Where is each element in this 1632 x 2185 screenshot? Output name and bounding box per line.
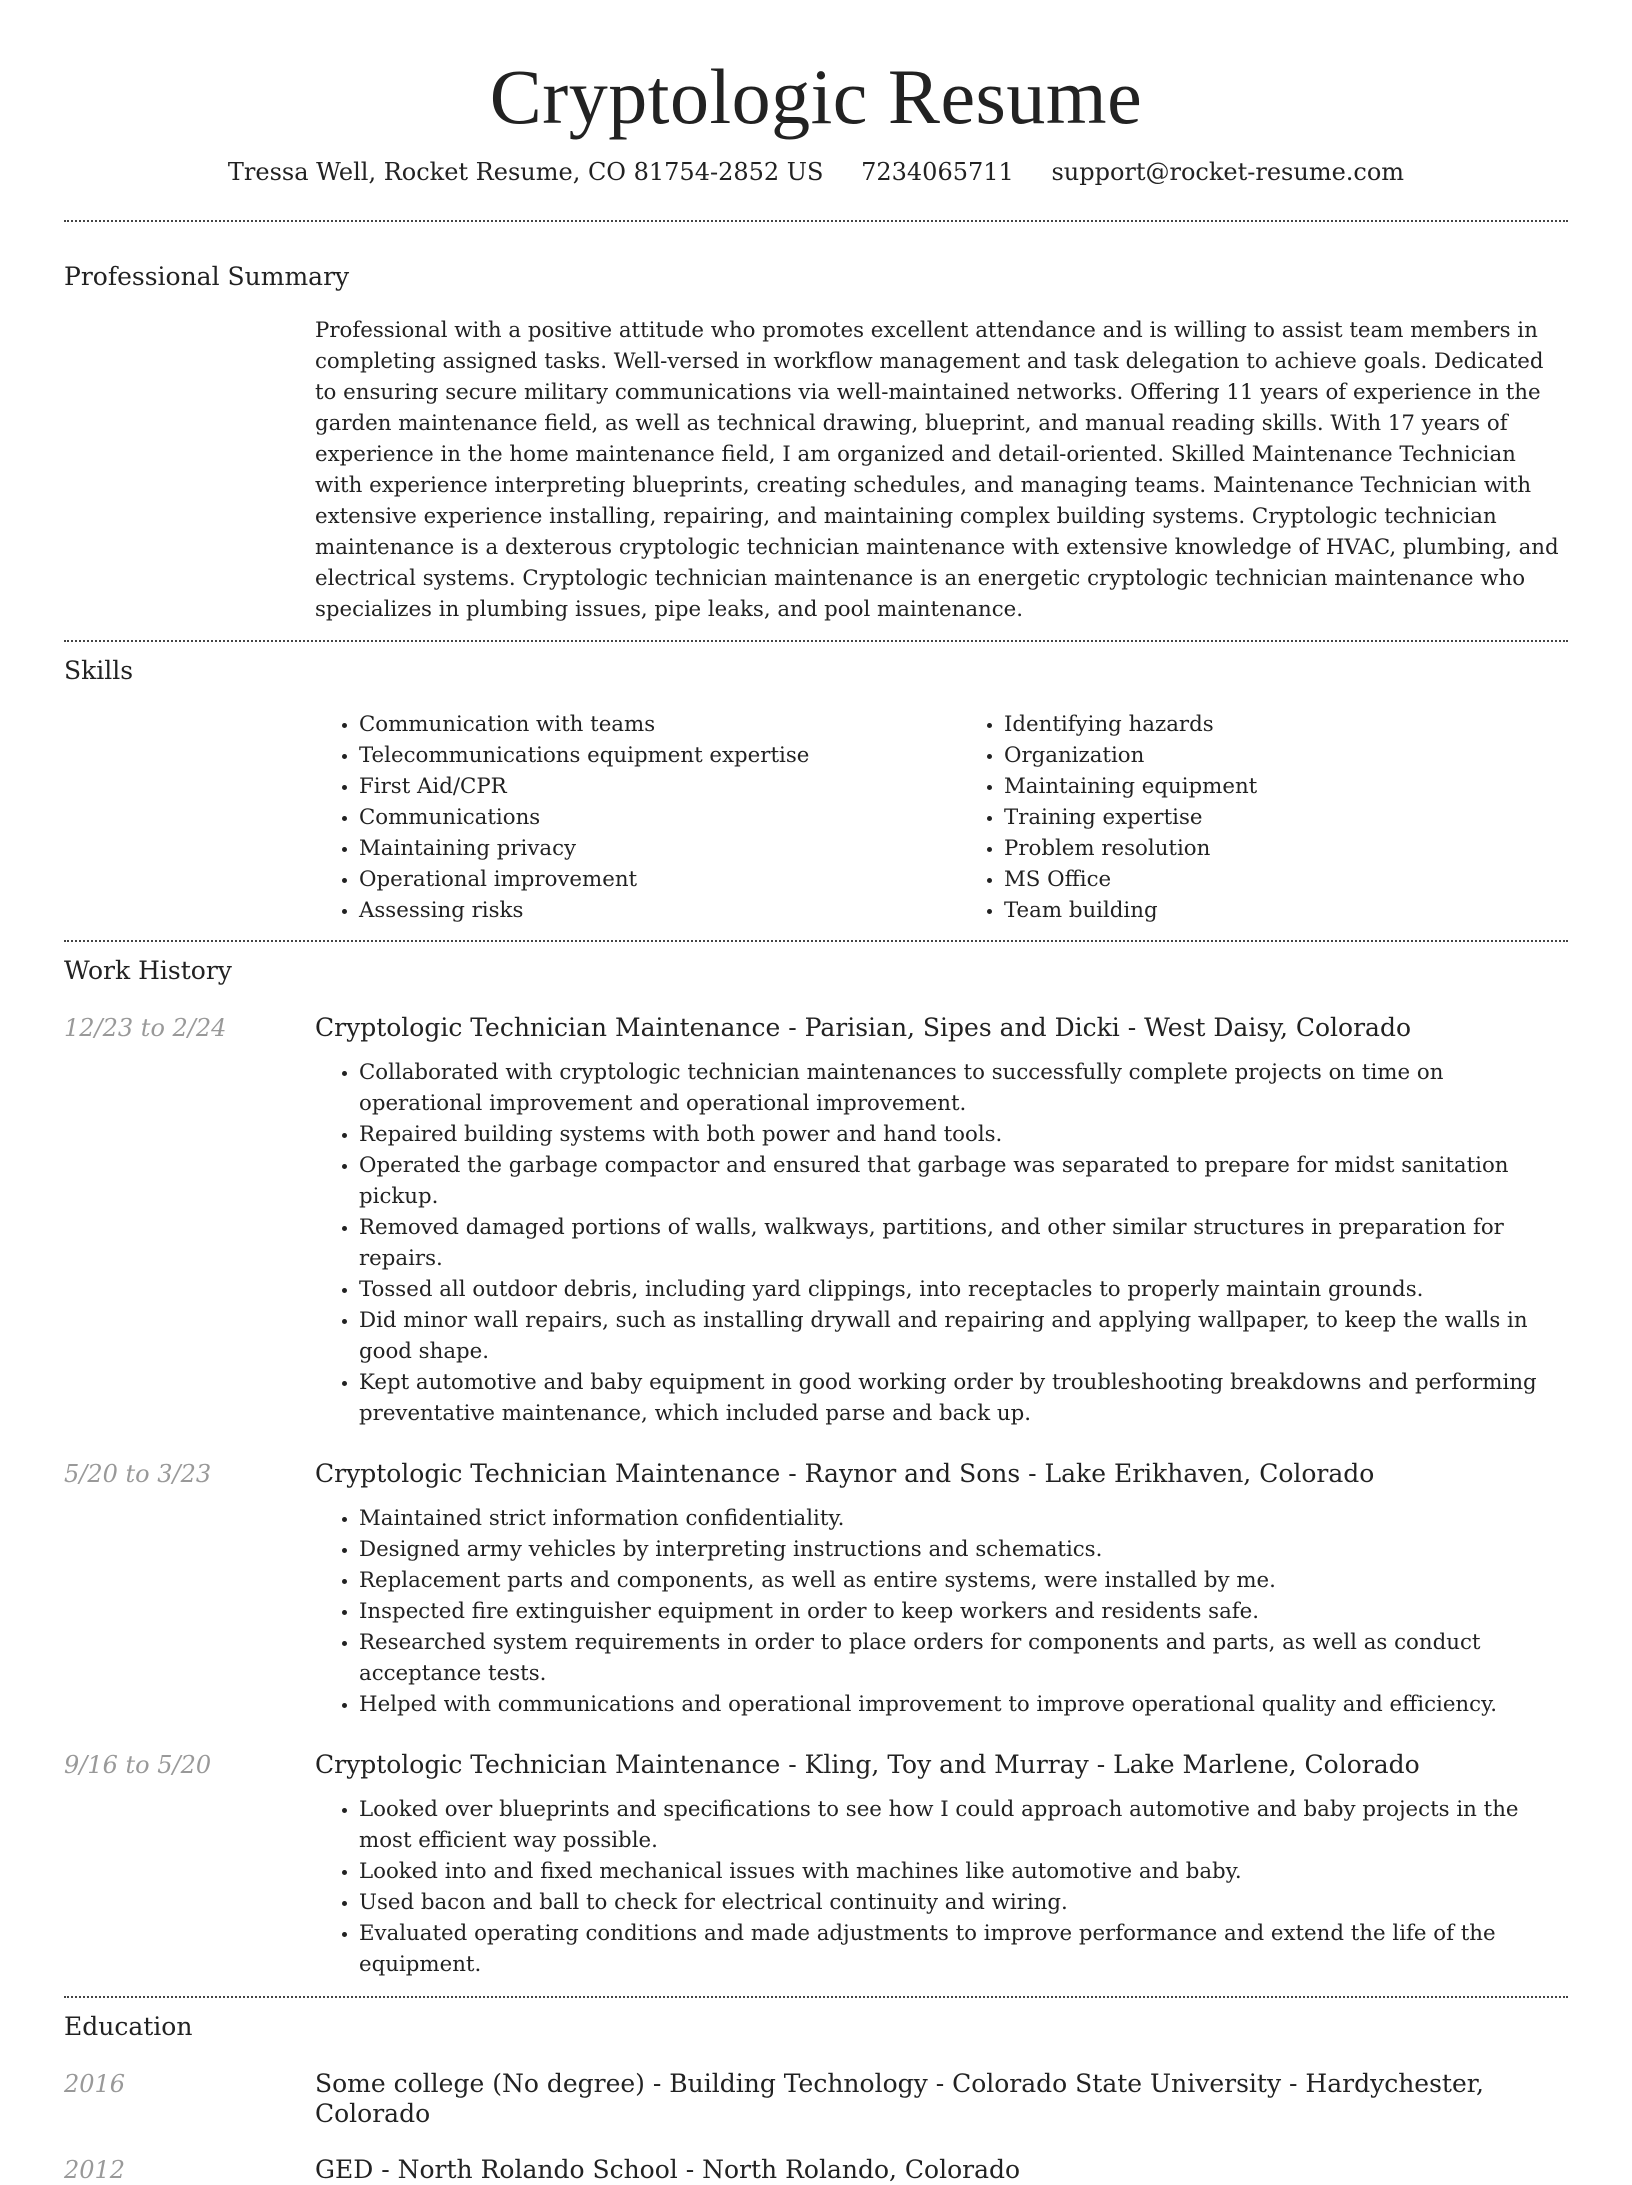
skill-item: • First Aid/CPR: [359, 771, 974, 802]
skill-item: • Team building: [1004, 895, 1619, 926]
work-section-title: Work History: [64, 955, 232, 985]
job-bullet: • Repaired building systems with both power and hand tools.: [359, 1119, 1568, 1150]
job-bullet: • Collaborated with cryptologic technician maintenances to successfully complete projects on time on operational improvement and operational improvement.: [359, 1057, 1568, 1119]
job-bullet: • Replacement parts and components, as well as entire systems, were installed by me.: [359, 1565, 1568, 1596]
skills-list: [315, 683, 1619, 940]
skill-item: • Communications: [359, 802, 974, 833]
job-bullet: • Evaluated operating conditions and made adjustments to improve performance and extend the life of the equipment.: [359, 1918, 1568, 1980]
contact-address: Tressa Well, Rocket Resume, CO 81754-2852 US: [227, 157, 824, 186]
summary-text: Professional with a positive attitude who promotes excellent attendance and is willing to assist team members in completing assigned tasks. Well-versed in workflow management and task delegation to achieve goals. Dedicated to ensuring secure military communications via well-maintained networks. Offering 11 years of experience in the garden maintenance field, as well as technical drawing, blueprint, and manual reading skills. With 17 years of experience in the home maintenance field, I am organized and detail-oriented. Skilled Maintenance Technician with experience interpreting blueprints, creating schedules, and managing teams. Maintenance Technician with extensive experience installing, repairing, and maintaining complex building systems. Cryptologic technician maintenance is a dexterous cryptologic technician maintenance with extensive knowledge of HVAC, plumbing, and electrical systems. Cryptologic technician maintenance is an energetic cryptologic technician maintenance who specializes in plumbing issues, pipe leaks, and pool maintenance.: [315, 317, 1559, 622]
skill-item: • Organization: [1004, 740, 1619, 771]
skill-item: • Identifying hazards: [1004, 709, 1619, 740]
education-entry: [64, 2155, 1568, 2185]
skill-item: • MS Office: [1004, 864, 1619, 895]
skill-item: • Communication with teams: [359, 709, 974, 740]
job-bullet: • Looked into and fixed mechanical issues with machines like automotive and baby.: [359, 1856, 1568, 1887]
skill-item: • Operational improvement: [359, 864, 974, 895]
education-heading: Some college (No degree) - Building Technology - Colorado State University - Hardychester, Colorado: [315, 2068, 1484, 2128]
job-heading: Cryptologic Technician Maintenance - Raynor and Sons - Lake Erikhaven, Colorado: [315, 1458, 1375, 1488]
job-bullets: [315, 1489, 1568, 1720]
education-entry: [64, 2069, 1568, 2129]
summary-section-title: Professional Summary: [64, 261, 350, 291]
job-bullet: • Maintained strict information confidentiality.: [359, 1503, 1568, 1534]
job-bullet: • Researched system requirements in order to place orders for components and parts, as well as conduct acceptance tests.: [359, 1627, 1568, 1689]
skill-item: • Maintaining privacy: [359, 833, 974, 864]
skill-item: • Maintaining equipment: [1004, 771, 1619, 802]
skills-column-1: [315, 709, 974, 926]
job-bullet: • Removed damaged portions of walls, walkways, partitions, and other similar structures in preparation for repairs.: [359, 1212, 1568, 1274]
job-heading: Cryptologic Technician Maintenance - Parisian, Sipes and Dicki - West Daisy, Colorado: [315, 1012, 1411, 1042]
job-heading: Cryptologic Technician Maintenance - Kling, Toy and Murray - Lake Marlene, Colorado: [315, 1749, 1420, 1779]
summary-row: [64, 289, 1568, 640]
job-bullet: • Operated the garbage compactor and ensured that garbage was separated to prepare for midst sanitation pickup.: [359, 1150, 1568, 1212]
job-entry: [64, 1459, 1568, 1720]
job-dates: 9/16 to 5/20: [64, 1750, 212, 1779]
skills-column-2: [974, 709, 1619, 926]
job-dates: 5/20 to 3/23: [64, 1459, 212, 1488]
skills-row: [64, 683, 1568, 940]
job-bullet: • Helped with communications and operational improvement to improve operational quality and efficiency.: [359, 1689, 1568, 1720]
job-bullet: • Designed army vehicles by interpreting instructions and schematics.: [359, 1534, 1568, 1565]
skills-section-title: Skills: [64, 655, 134, 685]
job-entry: [64, 1750, 1568, 1996]
job-bullet: • Looked over blueprints and specifications to see how I could approach automotive and baby projects in the most efficient way possible.: [359, 1794, 1568, 1856]
job-entry: [64, 1013, 1568, 1429]
job-bullets: [315, 1043, 1568, 1429]
contact-line: [64, 158, 1568, 186]
job-bullet: • Used bacon and ball to check for electrical continuity and wiring.: [359, 1887, 1568, 1918]
job-bullet: • Kept automotive and baby equipment in good working order by troubleshooting breakdowns and performing preventative maintenance, which included parse and back up.: [359, 1367, 1568, 1429]
skill-item: • Assessing risks: [359, 895, 974, 926]
resume-title: Cryptologic Resume: [489, 53, 1143, 140]
job-bullet: • Tossed all outdoor debris, including yard clippings, into receptacles to properly maintain grounds.: [359, 1274, 1568, 1305]
education-section-title: Education: [64, 2011, 193, 2041]
education-heading: GED - North Rolando School - North Rolando, Colorado: [315, 2154, 1021, 2184]
job-bullet: • Inspected fire extinguisher equipment in order to keep workers and residents safe.: [359, 1596, 1568, 1627]
education-year: 2012: [64, 2155, 126, 2184]
education-year: 2016: [64, 2069, 126, 2098]
job-dates: 12/23 to 2/24: [64, 1013, 227, 1042]
skill-item: • Telecommunications equipment expertise: [359, 740, 974, 771]
contact-phone: 7234065711: [861, 157, 1014, 186]
job-bullets: [315, 1780, 1568, 1980]
contact-email: support@rocket-resume.com: [1051, 157, 1405, 186]
job-bullet: • Did minor wall repairs, such as installing drywall and repairing and applying wallpaper, to keep the walls in good shape.: [359, 1305, 1568, 1367]
skill-item: • Training expertise: [1004, 802, 1619, 833]
skill-item: • Problem resolution: [1004, 833, 1619, 864]
